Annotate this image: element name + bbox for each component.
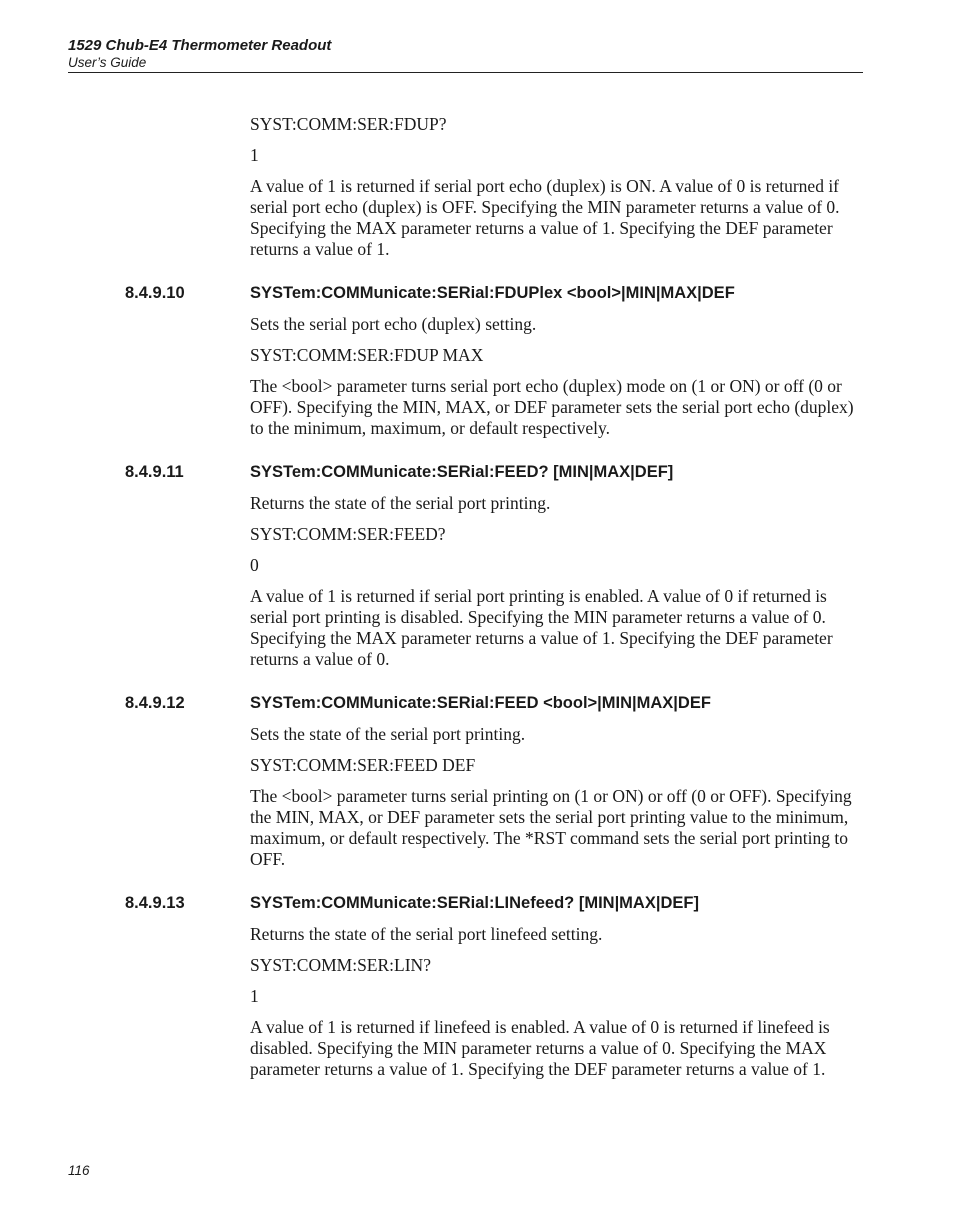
section-summary: Returns the state of the serial port printing. — [250, 493, 551, 513]
running-header — [68, 37, 863, 71]
section-heading — [0, 282, 954, 304]
intro-description: A value of 1 is returned if serial port echo (duplex) is ON. A value of 0 is returned if serial port echo (duplex) is OFF. Specifying the MIN parameter returns a value of 0. Specifying the MAX parameter returns a value of 1. Specifying the DEF parameter returns a value of 1. — [250, 176, 840, 259]
section-title: SYSTem:COMMunicate:SERial:FDUPlex <bool>|MIN|MAX|DEF — [250, 284, 735, 302]
document-title: 1529 Chub-E4 Thermometer Readout — [68, 37, 332, 54]
document-subtitle: User’s Guide — [68, 55, 147, 70]
section-number: 8.4.9.10 — [125, 284, 185, 302]
section-title: SYSTem:COMMunicate:SERial:LINefeed? [MIN|MAX|DEF] — [250, 894, 699, 912]
section-heading — [0, 692, 954, 714]
header-divider — [68, 72, 863, 73]
page-content — [0, 114, 954, 1090]
section-command-example: SYST:COMM:SER:FEED DEF — [250, 755, 476, 775]
section-description: The <bool> parameter turns serial port echo (duplex) mode on (1 or ON) or off (0 or OFF). Specifying the MIN, MAX, or DEF parameter sets the serial port echo (duplex) to the minimum, maximum, or default respectively. — [250, 376, 854, 438]
section-summary: Sets the state of the serial port printing. — [250, 724, 526, 744]
section-heading — [0, 892, 954, 914]
section-summary: Returns the state of the serial port linefeed setting. — [250, 924, 603, 944]
section-number: 8.4.9.12 — [125, 694, 185, 712]
intro-command: SYST:COMM:SER:FDUP? — [250, 114, 447, 134]
section-command-example: SYST:COMM:SER:LIN? — [250, 955, 431, 975]
section-description: A value of 1 is returned if serial port printing is enabled. A value of 0 if returned is serial port printing is disabled. Specifying the MIN parameter returns a value of 0. Specifying the MAX parameter returns a value of 1. Specifying the DEF parameter returns a value of 0. — [250, 586, 833, 669]
section-title: SYSTem:COMMunicate:SERial:FEED <bool>|MIN|MAX|DEF — [250, 694, 711, 712]
section-summary: Sets the serial port echo (duplex) setting. — [250, 314, 537, 334]
intro-response: 1 — [250, 145, 259, 165]
page-number: 116 — [68, 1163, 90, 1178]
section-heading — [0, 461, 954, 483]
section-number: 8.4.9.11 — [125, 463, 184, 481]
section-response-example: 1 — [250, 986, 259, 1006]
section-response-example: 0 — [250, 555, 259, 575]
section-command-example: SYST:COMM:SER:FDUP MAX — [250, 345, 484, 365]
section-title: SYSTem:COMMunicate:SERial:FEED? [MIN|MAX|DEF] — [250, 463, 674, 481]
section-description: The <bool> parameter turns serial printing on (1 or ON) or off (0 or OFF). Specifying the MIN, MAX, or DEF parameter sets the serial port printing value to the minimum, maximum, or default respectively. The *RST command sets the serial port printing to OFF. — [250, 786, 852, 869]
section-description: A value of 1 is returned if linefeed is enabled. A value of 0 is returned if linefeed is disabled. Specifying the MIN parameter returns a value of 0. Specifying the MAX parameter returns a value of 1. Specifying the DEF parameter returns a value of 1. — [250, 1017, 830, 1079]
section-command-example: SYST:COMM:SER:FEED? — [250, 524, 446, 544]
section-number: 8.4.9.13 — [125, 894, 185, 912]
